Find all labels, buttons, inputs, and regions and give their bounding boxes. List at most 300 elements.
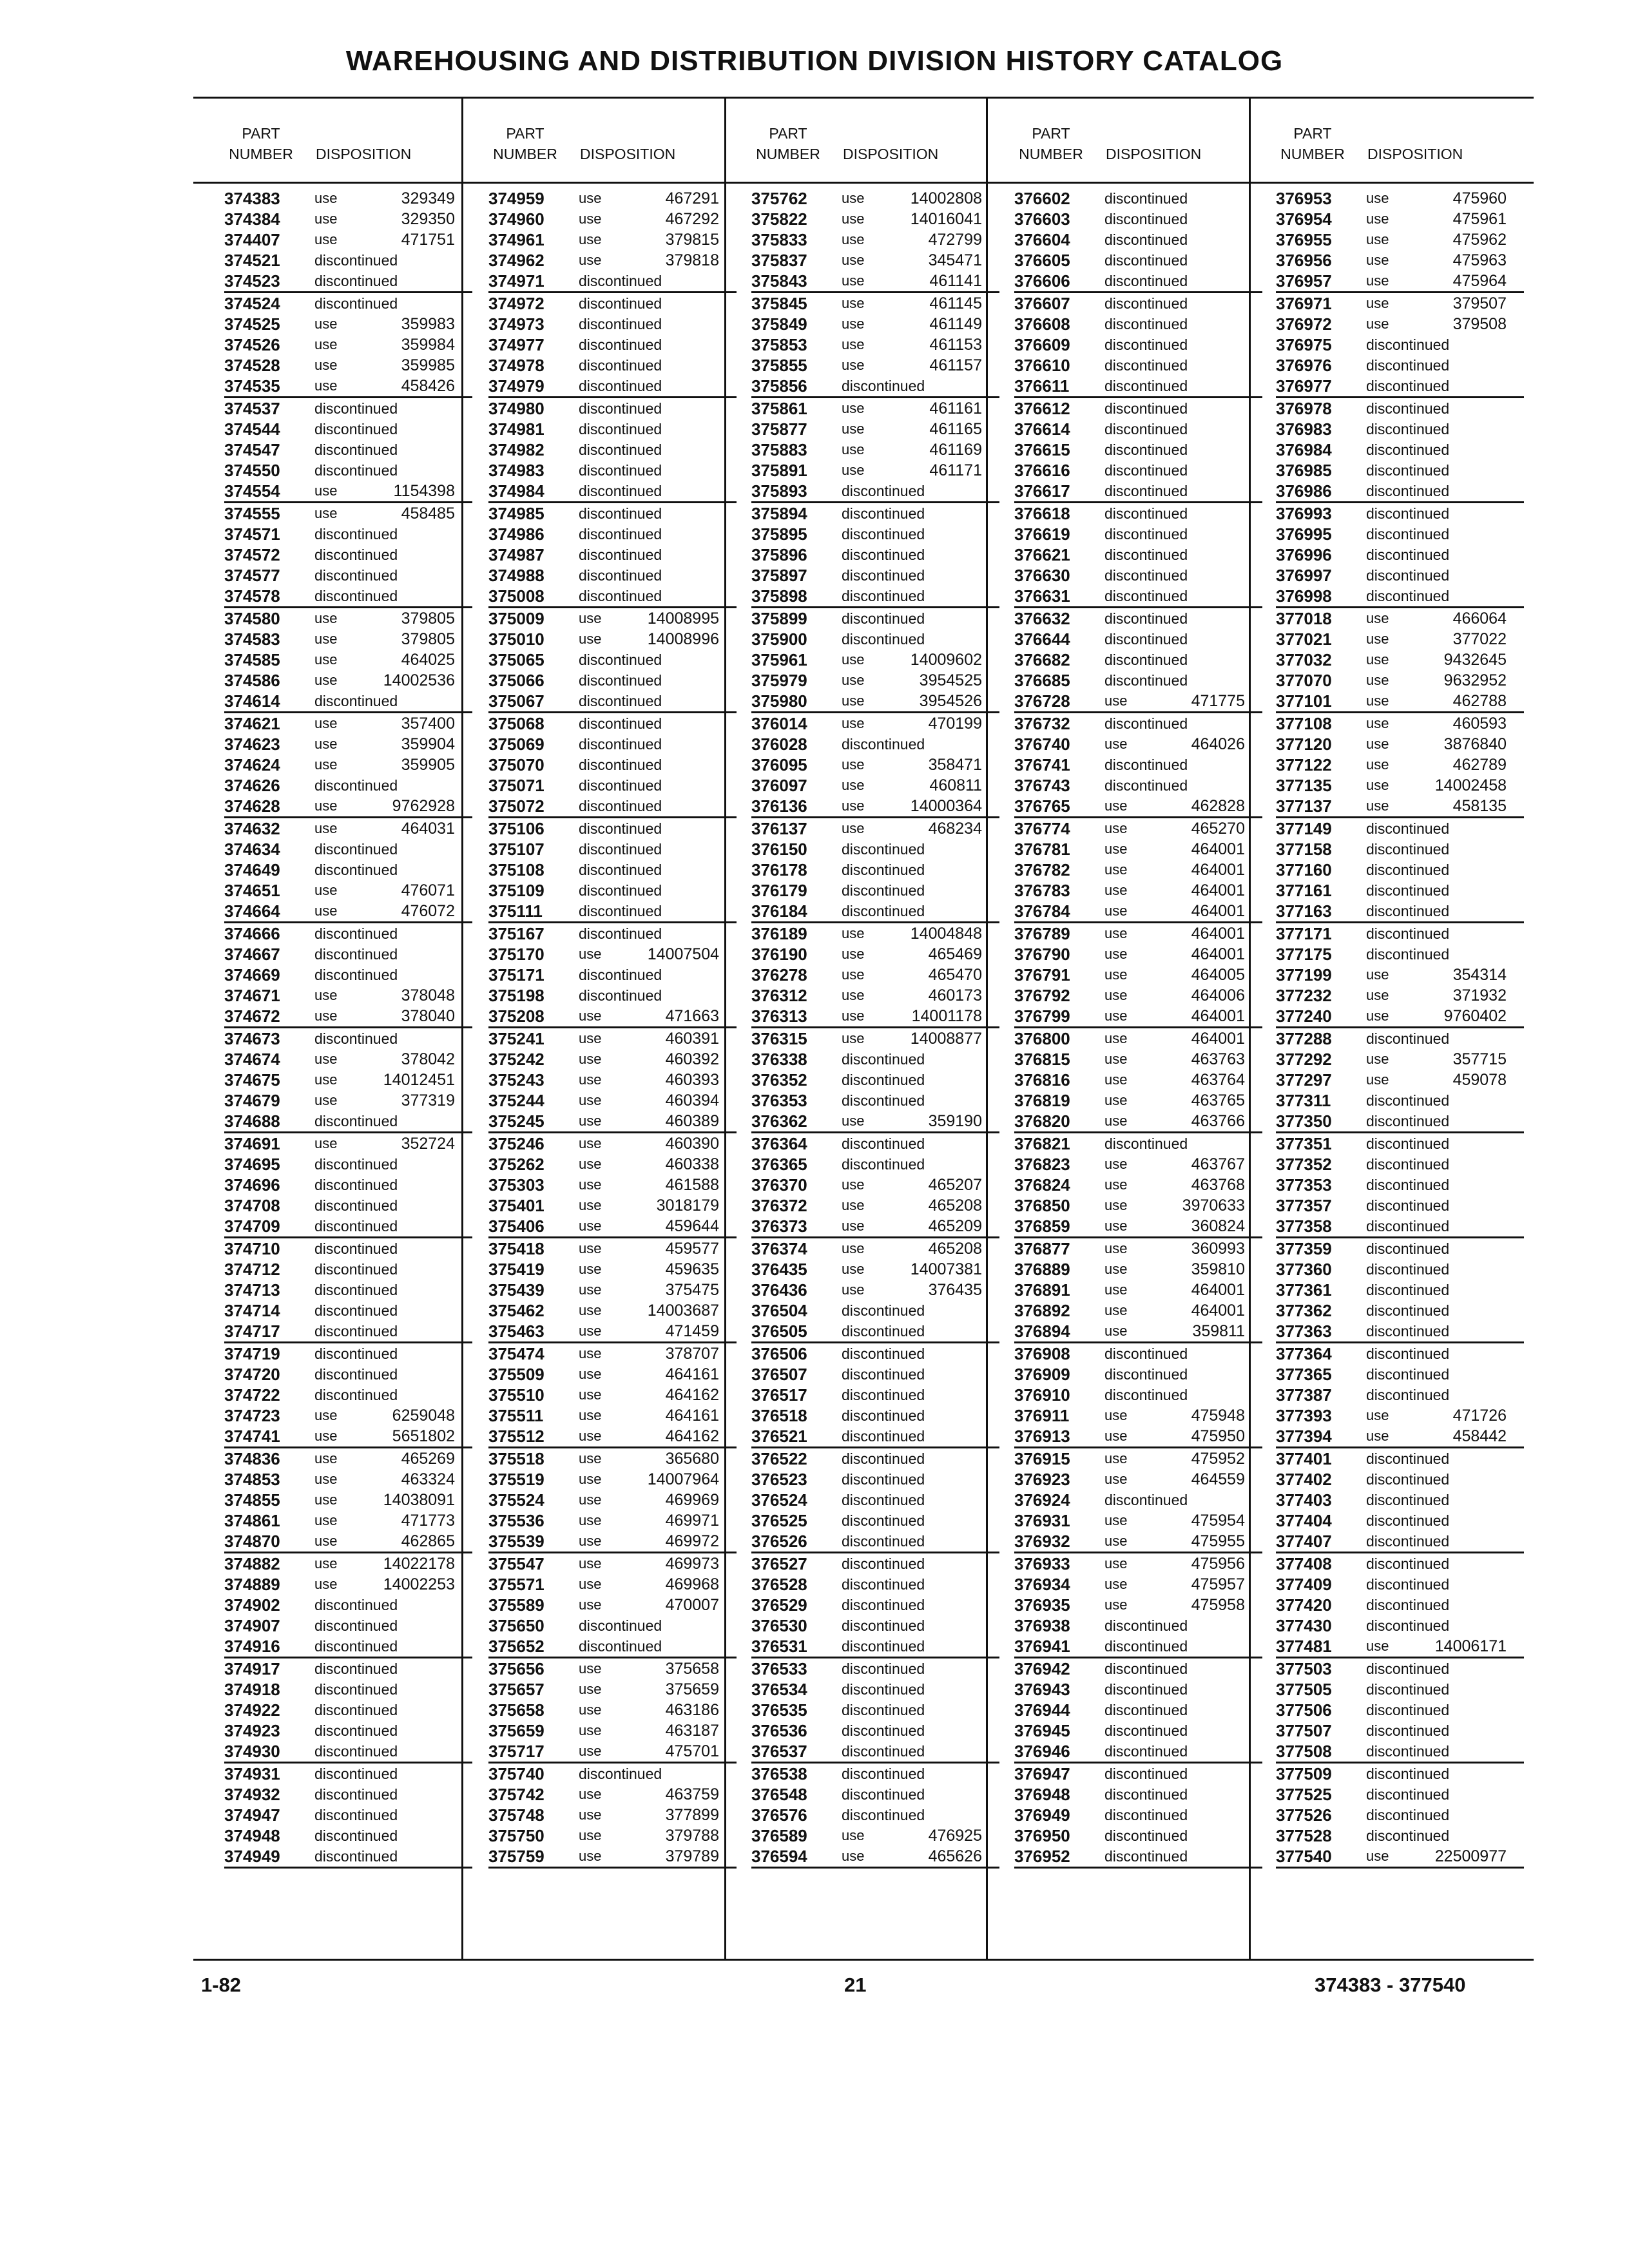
table-row	[751, 923, 999, 944]
disposition-discontinued: discontinued	[1104, 630, 1188, 648]
part-number: 377171	[1276, 923, 1332, 943]
replacement-part-number: 359810	[1191, 1260, 1245, 1278]
table-row	[751, 1090, 999, 1111]
table-row	[1276, 209, 1524, 229]
disposition-use: use	[1104, 1428, 1128, 1444]
disposition-use: use	[842, 651, 865, 668]
part-number: 374853	[224, 1469, 280, 1489]
header-number-label: NUMBER	[229, 146, 293, 162]
replacement-part-number: 3018179	[656, 1196, 719, 1215]
table-row	[488, 649, 737, 670]
part-number: 374674	[224, 1049, 280, 1069]
disposition-discontinued: discontinued	[579, 441, 662, 458]
disposition-discontinued: discontinued	[314, 1722, 398, 1739]
table-row	[751, 1825, 999, 1846]
table-row	[1276, 965, 1524, 985]
part-number: 375894	[751, 503, 807, 523]
disposition-use: use	[314, 1492, 338, 1508]
part-number: 377135	[1276, 775, 1332, 795]
table-row	[1276, 818, 1524, 839]
table-row	[224, 188, 472, 209]
table-row	[488, 1615, 737, 1636]
disposition-discontinued: discontinued	[314, 1660, 398, 1677]
disposition-discontinued: discontinued	[579, 294, 662, 312]
table-row	[224, 271, 472, 291]
disposition-discontinued: discontinued	[314, 1196, 398, 1214]
table-row	[1276, 1763, 1524, 1784]
disposition-use: use	[1366, 777, 1389, 793]
table-row	[488, 1321, 737, 1341]
table-row	[224, 880, 472, 901]
part-number: 376602	[1014, 188, 1070, 208]
disposition-use: use	[842, 1008, 865, 1024]
disposition-use: use	[314, 798, 338, 814]
part-number: 374679	[224, 1090, 280, 1110]
replacement-part-number: 475964	[1452, 271, 1507, 290]
table-row	[488, 713, 737, 734]
disposition-discontinued: discontinued	[1104, 1135, 1188, 1152]
part-number: 376942	[1014, 1658, 1070, 1678]
part-number: 374978	[488, 355, 545, 375]
table-row	[751, 649, 999, 670]
disposition-use: use	[314, 357, 338, 373]
row-group	[751, 1658, 999, 1763]
disposition-discontinued: discontinued	[314, 1345, 398, 1362]
part-number: 376576	[751, 1805, 807, 1825]
disposition-discontinued: discontinued	[1366, 1575, 1450, 1593]
table-row	[488, 923, 737, 944]
part-number: 376136	[751, 796, 807, 816]
disposition-discontinued: discontinued	[314, 1637, 398, 1655]
disposition-discontinued: discontinued	[842, 1345, 925, 1362]
part-number: 375170	[488, 944, 545, 964]
part-number: 375897	[751, 565, 807, 585]
disposition-use: use	[842, 295, 865, 311]
table-row	[488, 1238, 737, 1259]
disposition-use: use	[579, 1407, 602, 1423]
disposition-discontinued: discontinued	[1104, 587, 1188, 604]
disposition-discontinued: discontinued	[314, 1365, 398, 1383]
part-number: 377120	[1276, 734, 1332, 754]
disposition-use: use	[1104, 1323, 1128, 1339]
part-number: 376934	[1014, 1574, 1070, 1594]
part-number: 376504	[751, 1300, 807, 1320]
disposition-discontinued: discontinued	[1366, 336, 1450, 353]
part-number: 376944	[1014, 1700, 1070, 1720]
disposition-discontinued: discontinued	[1104, 651, 1188, 668]
disposition-discontinued: discontinued	[1366, 1532, 1450, 1550]
disposition-discontinued: discontinued	[1104, 1386, 1188, 1403]
table-row	[1276, 1154, 1524, 1175]
part-number: 375900	[751, 629, 807, 649]
part-number: 375245	[488, 1111, 545, 1131]
disposition-use: use	[842, 400, 865, 416]
disposition-use: use	[842, 1282, 865, 1298]
table-row	[1276, 293, 1524, 314]
table-row	[488, 1195, 737, 1216]
disposition-discontinued: discontinued	[1104, 1847, 1188, 1865]
row-group	[224, 1343, 472, 1448]
part-number: 376800	[1014, 1028, 1070, 1048]
part-number: 375717	[488, 1741, 545, 1761]
disposition-use: use	[314, 631, 338, 647]
table-row	[224, 1574, 472, 1595]
disposition-use: use	[579, 1218, 602, 1234]
table-row	[224, 1405, 472, 1426]
part-number: 376954	[1276, 209, 1332, 229]
part-number: 374960	[488, 209, 545, 229]
disposition-use: use	[579, 1660, 602, 1677]
disposition-use: use	[314, 316, 338, 332]
part-number: 375855	[751, 355, 807, 375]
row-group	[224, 1763, 472, 1869]
replacement-part-number: 471726	[1452, 1406, 1507, 1425]
table-row	[1014, 1469, 1262, 1490]
header-part-label: PART	[1293, 125, 1332, 142]
part-number: 375652	[488, 1636, 545, 1656]
part-number: 374982	[488, 439, 545, 459]
disposition-use: use	[314, 190, 338, 206]
part-number: 377404	[1276, 1510, 1332, 1530]
disposition-use: use	[579, 1008, 602, 1024]
row-group	[1276, 1658, 1524, 1763]
part-number: 376685	[1014, 670, 1070, 690]
row-group	[224, 188, 472, 293]
disposition-use: use	[842, 1113, 865, 1129]
table-row	[224, 209, 472, 229]
disposition-use: use	[1104, 1177, 1128, 1193]
disposition-use: use	[842, 925, 865, 941]
part-number: 376894	[1014, 1321, 1070, 1341]
table-row	[1276, 1805, 1524, 1825]
table-row	[488, 250, 737, 271]
table-row	[224, 1531, 472, 1552]
replacement-part-number: 475960	[1452, 189, 1507, 207]
table-row	[1014, 355, 1262, 376]
table-row	[224, 1049, 472, 1070]
disposition-use: use	[314, 1450, 338, 1466]
disposition-discontinued: discontinued	[314, 1827, 398, 1844]
part-number: 377481	[1276, 1636, 1332, 1656]
disposition-discontinued: discontinued	[579, 399, 662, 417]
table-row	[488, 1574, 737, 1595]
table-row	[751, 1679, 999, 1700]
part-number: 375861	[751, 398, 807, 418]
disposition-use: use	[1366, 1428, 1389, 1444]
replacement-part-number: 475948	[1191, 1406, 1245, 1425]
part-number: 376190	[751, 944, 807, 964]
part-number: 374384	[224, 209, 280, 229]
table-row	[488, 1343, 737, 1364]
part-number: 376610	[1014, 355, 1070, 375]
replacement-part-number: 458485	[401, 504, 455, 523]
table-row	[1014, 901, 1262, 921]
table-row	[224, 629, 472, 649]
disposition-use: use	[1104, 1512, 1128, 1528]
part-number: 375474	[488, 1343, 545, 1363]
disposition-discontinued: discontinued	[314, 1386, 398, 1403]
replacement-part-number: 378040	[401, 1006, 455, 1025]
table-row	[1276, 1321, 1524, 1341]
part-number: 375519	[488, 1469, 545, 1489]
table-row	[1014, 839, 1262, 860]
disposition-discontinued: discontinued	[1366, 1260, 1450, 1278]
part-number: 377292	[1276, 1049, 1332, 1069]
part-number: 376784	[1014, 901, 1070, 921]
disposition-use: use	[579, 1827, 602, 1843]
disposition-use: use	[842, 966, 865, 983]
part-number: 377360	[1276, 1259, 1332, 1279]
part-number: 376507	[751, 1364, 807, 1384]
part-number: 377311	[1276, 1090, 1331, 1110]
replacement-part-number: 464001	[1191, 945, 1245, 963]
part-number: 375845	[751, 293, 807, 313]
replacement-part-number: 464162	[665, 1427, 719, 1445]
disposition-discontinued: discontinued	[314, 294, 398, 312]
part-number: 376548	[751, 1784, 807, 1804]
replacement-part-number: 379789	[665, 1847, 719, 1865]
page-title: WAREHOUSING AND DISTRIBUTION DIVISION HISTORY CATALOG	[345, 45, 1284, 77]
table-row	[224, 818, 472, 839]
part-number: 374577	[224, 565, 280, 585]
table-row	[224, 1111, 472, 1131]
disposition-discontinued: discontinued	[579, 356, 662, 374]
replacement-part-number: 458426	[401, 376, 455, 395]
disposition-discontinued: discontinued	[579, 420, 662, 437]
table-row	[751, 1784, 999, 1805]
row-group	[1014, 398, 1262, 503]
disposition-discontinued: discontinued	[842, 1470, 925, 1488]
part-number: 377430	[1276, 1615, 1332, 1635]
disposition-use: use	[579, 252, 602, 268]
part-number: 377163	[1276, 901, 1332, 921]
disposition-use: use	[314, 651, 338, 668]
disposition-discontinued: discontinued	[314, 1680, 398, 1698]
table-row	[751, 1574, 999, 1595]
part-number: 375241	[488, 1028, 545, 1048]
part-number: 375066	[488, 670, 545, 690]
table-row	[1014, 670, 1262, 691]
part-number: 375893	[751, 481, 807, 501]
disposition-discontinued: discontinued	[842, 1701, 925, 1718]
replacement-part-number: 360824	[1191, 1216, 1245, 1235]
part-number: 377240	[1276, 1006, 1332, 1026]
part-number: 375246	[488, 1133, 545, 1153]
table-row	[224, 1805, 472, 1825]
disposition-use: use	[1104, 1092, 1128, 1108]
disposition-discontinued: discontinued	[1366, 1386, 1450, 1403]
table-row	[224, 334, 472, 355]
disposition-discontinued: discontinued	[1366, 1135, 1450, 1152]
replacement-part-number: 379805	[401, 629, 455, 648]
disposition-discontinued: discontinued	[1366, 1512, 1450, 1529]
disposition-discontinued: discontinued	[842, 377, 925, 394]
part-number: 376790	[1014, 944, 1070, 964]
table-row	[224, 796, 472, 816]
row-group	[751, 1238, 999, 1343]
table-row	[751, 586, 999, 606]
part-number: 376947	[1014, 1763, 1070, 1783]
part-number: 377352	[1276, 1154, 1332, 1174]
replacement-part-number: 463186	[665, 1700, 719, 1719]
replacement-part-number: 471751	[401, 230, 455, 249]
disposition-discontinued: discontinued	[842, 1722, 925, 1739]
part-number: 375539	[488, 1531, 545, 1551]
part-number: 376521	[751, 1426, 807, 1446]
replacement-part-number: 469972	[665, 1532, 719, 1550]
part-number: 376313	[751, 1006, 807, 1026]
table-row	[1014, 1006, 1262, 1026]
table-row	[488, 1720, 737, 1741]
disposition-discontinued: discontinued	[314, 399, 398, 417]
replacement-part-number: 458135	[1452, 796, 1507, 815]
table-row	[751, 1154, 999, 1175]
replacement-part-number: 14000364	[910, 796, 982, 815]
row-group	[1276, 713, 1524, 818]
disposition-use: use	[1104, 693, 1128, 709]
part-number: 374889	[224, 1574, 280, 1594]
part-number: 374983	[488, 460, 545, 480]
disposition-discontinued: discontinued	[1366, 546, 1450, 563]
table-row	[224, 670, 472, 691]
disposition-discontinued: discontinued	[842, 1302, 925, 1319]
part-number: 376618	[1014, 503, 1070, 523]
table-row	[1014, 250, 1262, 271]
part-number: 377122	[1276, 754, 1332, 774]
replacement-part-number: 359811	[1192, 1321, 1245, 1340]
table-row	[751, 565, 999, 586]
table-row	[751, 1448, 999, 1469]
replacement-part-number: 459078	[1452, 1070, 1507, 1089]
table-row	[1014, 293, 1262, 314]
disposition-discontinued: discontinued	[842, 1785, 925, 1803]
disposition-discontinued: discontinued	[314, 1176, 398, 1193]
table-row	[224, 355, 472, 376]
disposition-discontinued: discontinued	[1366, 1660, 1450, 1677]
header-disposition-label: DISPOSITION	[1106, 146, 1202, 162]
table-row	[224, 1784, 472, 1805]
disposition-discontinued: discontinued	[1104, 1765, 1188, 1782]
row-group	[488, 1763, 737, 1869]
table-row	[1014, 860, 1262, 880]
disposition-use: use	[842, 357, 865, 373]
disposition-use: use	[579, 1512, 602, 1528]
part-number: 375883	[751, 439, 807, 459]
part-number: 374696	[224, 1175, 280, 1195]
replacement-part-number: 467292	[665, 209, 719, 228]
row-group	[751, 608, 999, 713]
replacement-part-number: 461157	[929, 356, 982, 374]
row-group	[224, 608, 472, 713]
part-number: 374526	[224, 334, 280, 354]
disposition-discontinued: discontinued	[1366, 1555, 1450, 1572]
table-row	[224, 1636, 472, 1657]
disposition-use: use	[314, 336, 338, 352]
disposition-discontinued: discontinued	[842, 1407, 925, 1424]
disposition-use: use	[579, 1092, 602, 1108]
replacement-part-number: 460394	[665, 1091, 719, 1110]
part-number: 377361	[1276, 1280, 1332, 1300]
part-number: 377507	[1276, 1720, 1332, 1740]
table-row	[1276, 1700, 1524, 1720]
part-number: 374634	[224, 839, 280, 859]
footer-date: 1-82	[201, 1974, 242, 1996]
table-row	[751, 229, 999, 250]
part-number: 374861	[224, 1510, 280, 1530]
table-row	[751, 334, 999, 355]
disposition-discontinued: discontinued	[842, 482, 925, 499]
replacement-part-number: 14001178	[911, 1006, 982, 1025]
row-group	[1276, 1553, 1524, 1658]
table-row	[488, 1090, 737, 1111]
disposition-discontinued: discontinued	[314, 1742, 398, 1760]
disposition-discontinued: discontinued	[1366, 1785, 1450, 1803]
disposition-discontinued: discontinued	[1104, 356, 1188, 374]
part-number: 374948	[224, 1825, 280, 1845]
part-number: 375877	[751, 419, 807, 439]
replacement-part-number: 14008995	[647, 609, 719, 628]
replacement-part-number: 352724	[401, 1134, 455, 1153]
table-row	[751, 1259, 999, 1280]
disposition-use: use	[579, 211, 602, 227]
disposition-discontinued: discontinued	[842, 1637, 925, 1655]
part-number: 376821	[1014, 1133, 1070, 1153]
table-row	[751, 965, 999, 985]
replacement-part-number: 359985	[401, 356, 455, 374]
part-number: 376522	[751, 1448, 807, 1468]
replacement-part-number: 462865	[401, 1532, 455, 1550]
part-number: 374988	[488, 565, 545, 585]
part-number: 376971	[1276, 293, 1332, 313]
disposition-discontinued: discontinued	[1104, 776, 1188, 794]
table-row	[1276, 1216, 1524, 1236]
table-row	[488, 1133, 737, 1154]
replacement-part-number: 464026	[1191, 735, 1245, 753]
table-row	[488, 1741, 737, 1762]
table-row	[751, 1300, 999, 1321]
disposition-use: use	[842, 987, 865, 1003]
part-number: 375010	[488, 629, 545, 649]
disposition-use: use	[842, 1261, 865, 1277]
table-row	[488, 1531, 737, 1552]
disposition-use: use	[1366, 211, 1389, 227]
table-row	[751, 544, 999, 565]
disposition-discontinued: discontinued	[579, 587, 662, 604]
part-number: 376372	[751, 1195, 807, 1215]
disposition-use: use	[579, 1702, 602, 1718]
disposition-use: use	[1366, 693, 1389, 709]
disposition-discontinued: discontinued	[842, 1575, 925, 1593]
disposition-use: use	[1104, 861, 1128, 878]
disposition-use: use	[1104, 1576, 1128, 1592]
table-row	[488, 439, 737, 460]
part-number: 377365	[1276, 1364, 1332, 1384]
table-row	[488, 293, 737, 314]
part-number: 374691	[224, 1133, 280, 1153]
disposition-discontinued: discontinued	[1366, 1617, 1450, 1634]
disposition-use: use	[1104, 1302, 1128, 1318]
table-row	[751, 818, 999, 839]
disposition-use: use	[1366, 736, 1389, 752]
part-number: 377175	[1276, 944, 1332, 964]
disposition-discontinued: discontinued	[579, 482, 662, 499]
part-number: 377540	[1276, 1846, 1332, 1866]
disposition-use: use	[1366, 1008, 1389, 1024]
disposition-use: use	[842, 1177, 865, 1193]
part-number: 376178	[751, 860, 807, 879]
replacement-part-number: 460391	[665, 1029, 719, 1048]
row-group	[488, 1028, 737, 1133]
